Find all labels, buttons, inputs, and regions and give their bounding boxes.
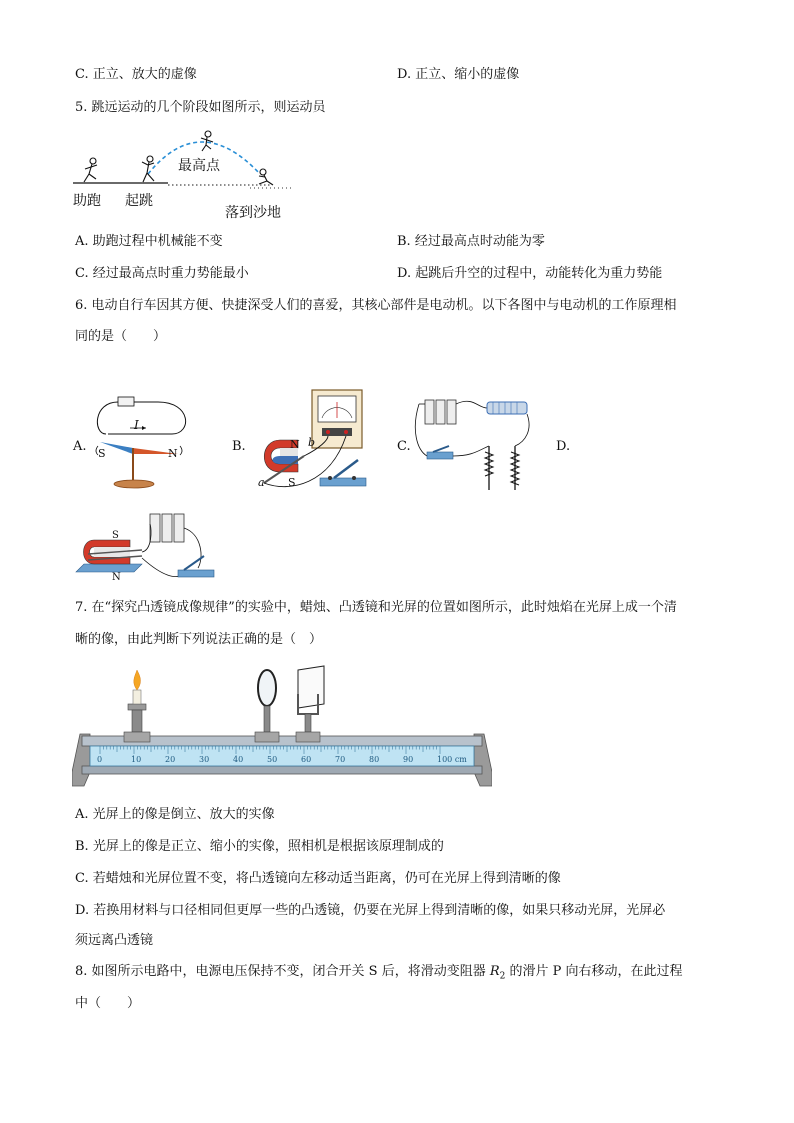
label-run-up: 助跑 xyxy=(73,193,101,209)
q4-option-c: C. 正立、放大的虚像 xyxy=(75,67,197,82)
q8-stem-line1 xyxy=(75,963,683,986)
ruler-tick-label: 70 xyxy=(335,755,346,764)
q4-option-d: D. 正立、缩小的虚像 xyxy=(397,67,520,82)
q7-option-d-line2: 须远离凸透镜 xyxy=(75,933,154,948)
electromagnet-figure xyxy=(413,390,538,498)
q7-stem-line1: 7. 在“探究凸透镜成像规律”的实验中，蜡烛、凸透镜和光屏的位置如图所示，此时烛焰在光屏上成一个清 xyxy=(75,600,677,615)
q5-option-c: C. 经过最高点时重力势能最小 xyxy=(75,266,249,281)
ruler-tick-label: 30 xyxy=(199,755,210,764)
label-b: b xyxy=(308,436,316,449)
q5-option-d: D. 起跳后升空的过程中，动能转化为重力势能 xyxy=(397,266,663,281)
q6-option-c-label: C. xyxy=(397,439,411,454)
ruler-tick-label: 50 xyxy=(267,755,278,764)
q8-variable-r: R xyxy=(489,964,500,979)
ruler-tick-label: 90 xyxy=(403,755,414,764)
q6-stem-line2: 同的是（ ） xyxy=(75,329,167,344)
ruler-tick-label: 10 xyxy=(131,755,142,764)
q5-option-a: A. 助跑过程中机械能不变 xyxy=(75,234,223,249)
q6-option-b-label: B. xyxy=(232,439,246,454)
label-take-off: 起跳 xyxy=(125,193,153,209)
q6-option-d-label: D. xyxy=(556,439,571,454)
label-south: S xyxy=(98,447,106,460)
oersted-experiment-figure xyxy=(88,392,192,492)
q8-stem-part2: 的滑片 P 向右移动，在此过程 xyxy=(505,964,683,979)
q7-option-d-line1: D. 若换用材料与口径相同但更厚一些的凸透镜，仍要在光屏上得到清晰的像，如果只移动光屏，光屏必 xyxy=(75,903,666,918)
ruler-tick-label: 0 xyxy=(97,755,103,764)
q8-stem-line2: 中（ ） xyxy=(75,996,141,1011)
ruler-tick-label: 60 xyxy=(301,755,312,764)
q8-variable-subscript: 2 xyxy=(499,971,506,982)
label-a: a xyxy=(258,476,265,489)
label-north: N xyxy=(112,572,121,583)
ruler-tick-label: 100 cm xyxy=(437,755,467,764)
q7-option-b: B. 光屏上的像是正立、缩小的实像，照相机是根据该原理制成的 xyxy=(75,839,444,854)
ruler-tick-label: 20 xyxy=(165,755,176,764)
label-north: N xyxy=(290,438,300,451)
generator-galvanometer-figure xyxy=(250,388,380,496)
optical-bench-figure xyxy=(72,664,492,790)
label-current-i: I xyxy=(134,418,139,432)
label-highest-point: 最高点 xyxy=(178,158,220,174)
q8-stem-part1: 8. 如图所示电路中，电源电压保持不变，闭合开关 S 后，将滑动变阻器 xyxy=(75,964,490,979)
ruler-tick-label: 80 xyxy=(369,755,380,764)
q5-option-b: B. 经过最高点时动能为零 xyxy=(397,234,545,249)
q6-option-a-label: A. xyxy=(73,439,87,454)
q7-option-c: C. 若蜡烛和光屏位置不变，将凸透镜向左移动适当距离，仍可在光屏上得到清晰的像 xyxy=(75,871,561,886)
label-land-sand: 落到沙地 xyxy=(225,205,281,221)
label-south: S xyxy=(112,530,119,541)
q7-stem-line2: 晰的像，由此判断下列说法正确的是（ ） xyxy=(75,632,323,647)
label-south: S xyxy=(288,476,296,489)
q5-stem: 5. 跳远运动的几个阶段如图所示，则运动员 xyxy=(75,100,326,115)
motor-rail-figure xyxy=(72,510,220,588)
q7-option-a: A. 光屏上的像是倒立、放大的实像 xyxy=(75,807,275,822)
label-north: N xyxy=(168,447,178,460)
q6-stem-line1: 6. 电动自行车因其方便、快捷深受人们的喜爱，其核心部件是电动机。以下各图中与电动机的工作原理相 xyxy=(75,298,677,313)
long-jump-figure xyxy=(70,128,310,224)
ruler-tick-label: 40 xyxy=(233,755,244,764)
